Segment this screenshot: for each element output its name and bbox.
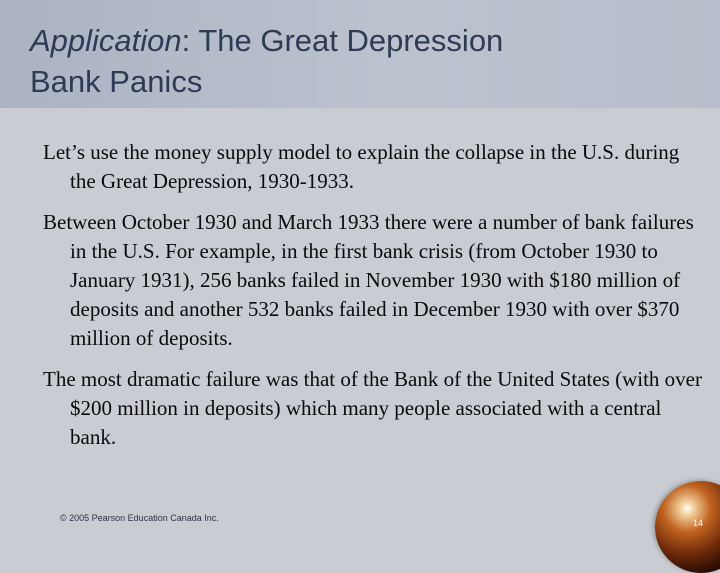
page-number: 14 bbox=[693, 518, 704, 528]
paragraph-2: Between October 1930 and March 1933 there were a number of bank failures in the U.S. For example, in the first bank crisis (from October 1930 to January 1931), 256 banks failed in November 1930 with $180 million of deposits and another 532 banks failed in December 1930 with over $370 million of deposits. bbox=[43, 210, 694, 350]
title-rest: : The Great Depression bbox=[181, 23, 504, 58]
copyright-footer: © 2005 Pearson Education Canada Inc. bbox=[60, 513, 219, 523]
slide-title bbox=[30, 20, 670, 102]
globe-icon bbox=[655, 481, 720, 573]
paragraph-1: Let’s use the money supply model to explain the collapse in the U.S. during the Great Depression, 1930-1933. bbox=[43, 140, 680, 193]
title-italic: Application bbox=[30, 23, 182, 58]
title-line2: Bank Panics bbox=[30, 64, 203, 99]
slide-body bbox=[43, 138, 708, 464]
paragraph-3: The most dramatic failure was that of the Bank of the United States (with over $200 million in deposits) which many people associated with a central bank. bbox=[43, 367, 702, 449]
